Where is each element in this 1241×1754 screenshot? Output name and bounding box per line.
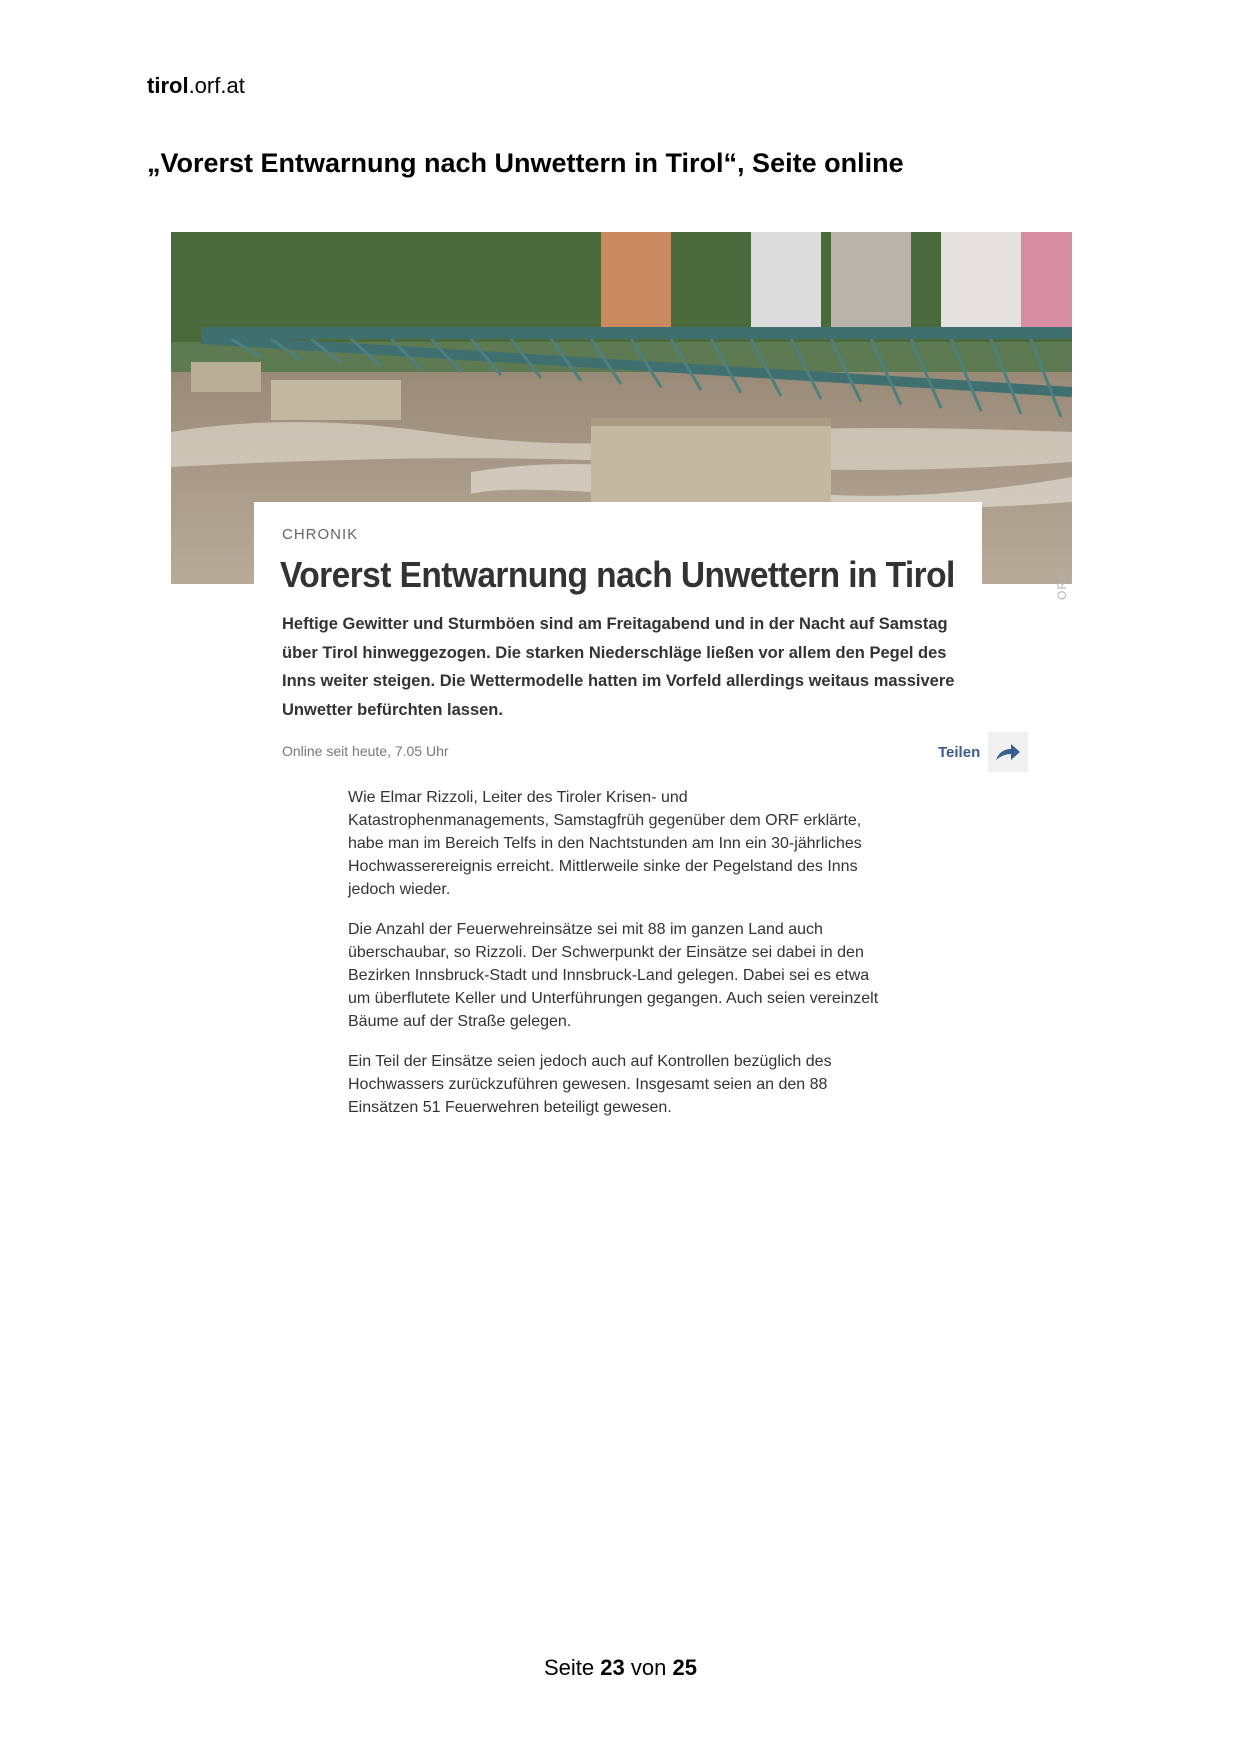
share-button[interactable]: [938, 732, 1028, 772]
total-pages: 25: [672, 1655, 697, 1680]
page-number: [0, 1655, 1241, 1681]
share-label: Teilen: [938, 743, 981, 761]
site-name: [147, 73, 245, 99]
photo-credit: ORF: [1055, 571, 1069, 600]
body-paragraph: Wie Elmar Rizzoli, Leiter des Tiroler Krisen- und Katastrophenmanagements, Samstagfrüh gegenüber dem ORF erklärte, habe man im Bereich Telfs in den Nachtstunden am Inn ein 30-jährliches Hochwasserereignis erreicht. Mittlerweile sinke der Pegelstand des Inns jedoch wieder.: [348, 789, 862, 898]
body-paragraph: Die Anzahl der Feuerwehreinsätze sei mit 88 im ganzen Land auch überschaubar, so Rizzoli. Der Schwerpunkt der Einsätze sei dabei in den Bezirken Innsbruck-Stadt und Innsbruck-Land gelegen. Dabei sei es etwa um überflutete Keller und Unterführungen gegangen. Auch seien vereinzelt Bäume auf der Straße gelegen.: [348, 921, 879, 1030]
article-lead: Heftige Gewitter und Sturmböen sind am Freitagabend und in der Nacht auf Samstag über Tirol hinweggezogen. Die starken Niederschläge ließen vor allem den Pegel des Inns weiter steigen. Die Wettermodelle hatten im Vorfeld allerdings weitaus massivere Unwetter befürchten lassen.: [282, 615, 955, 719]
article-body: [348, 786, 888, 1136]
site-name-bold: tirol: [147, 73, 189, 98]
publish-time: Online seit heute, 7.05 Uhr: [282, 743, 449, 759]
article-card: [254, 502, 982, 1122]
article-category: CHRONIK: [282, 526, 359, 543]
document-title: „Vorerst Entwarnung nach Unwettern in Tirol“, Seite online: [147, 148, 904, 178]
article-headline: Vorerst Entwarnung nach Unwettern in Tirol: [280, 554, 955, 595]
share-arrow-icon[interactable]: [988, 732, 1028, 772]
page-prefix: Seite: [544, 1655, 595, 1680]
site-name-domain: .orf.at: [188, 73, 245, 98]
body-paragraph: Ein Teil der Einsätze seien jedoch auch auf Kontrollen bezüglich des Hochwassers zurückzuführen gewesen. Insgesamt seien an den 88 Einsätzen 51 Feuerwehren beteiligt gewesen.: [348, 1053, 832, 1116]
page-separator: von: [630, 1655, 667, 1680]
current-page: 23: [600, 1655, 625, 1680]
